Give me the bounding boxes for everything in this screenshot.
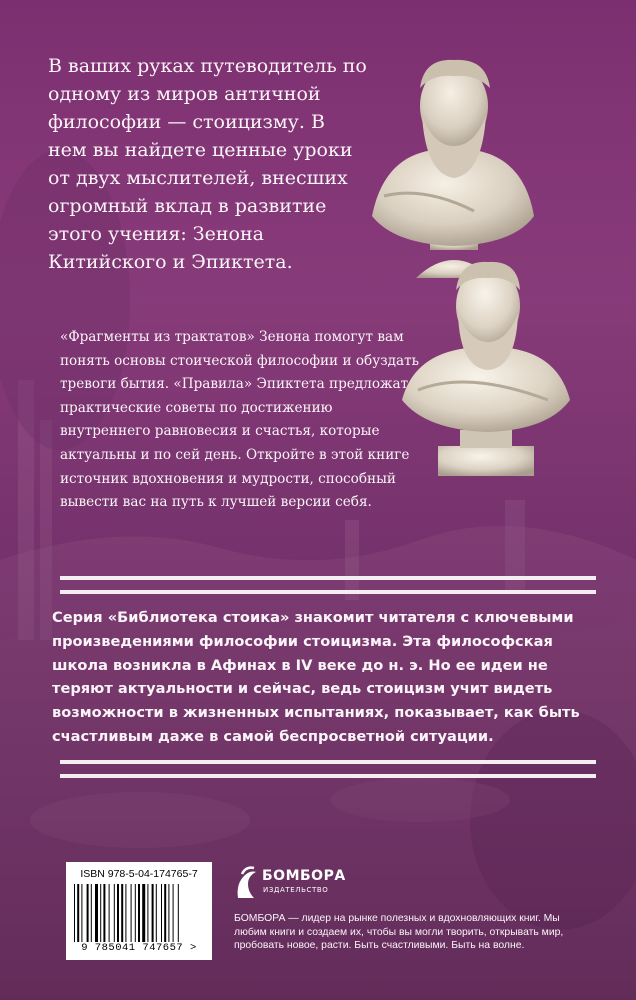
barcode-bar	[77, 884, 79, 942]
divider-line-top	[60, 576, 596, 580]
barcode-bar	[156, 884, 157, 942]
divider-line-top-2	[60, 590, 596, 594]
barcode-bar	[103, 884, 105, 942]
divider-line-bottom	[60, 760, 596, 764]
zeno-bust-illustration	[364, 46, 540, 282]
barcode-bar	[74, 884, 75, 942]
barcode-bar	[164, 884, 166, 942]
barcode-bar	[138, 884, 140, 942]
barcode-bar	[109, 884, 110, 942]
epictetus-bust-illustration	[398, 250, 574, 482]
barcode-bar	[114, 884, 115, 942]
publisher-tagline: БОМБОРА — лидер на рынке полезных и вдохновляющих книг. Мы любим книги и создаем их, чтобы вы могли творить, открывать мир, пробовать новое, расти. Быть счастливыми. Быть на волне.	[234, 913, 564, 952]
intro-paragraph: В ваших руках путеводитель по одному из миров античной философии — стоицизму. В нем вы найдете ценные уроки от двух мыслителей, внесших огромный вклад в развитие этого учения: Зенона Китийского и Эпиктета.	[48, 55, 367, 273]
description-paragraph: «Фрагменты из трактатов» Зенона помогут вам понять основы стоической философии и обуздать тревоги бытия. «Правила» Эпиктета предложат практические советы по достижению внутреннего равновесия и счастья, которые актуальны и по сей день. Откройте в этой книге источник вдохновения и мудрости, способный вывести вас на путь к лучшей версии себя.	[60, 329, 419, 511]
barcode-bars	[74, 884, 204, 942]
publisher-logo	[234, 862, 374, 902]
barcode-bar	[100, 884, 101, 942]
barcode-bar	[135, 884, 136, 942]
isbn-digits: 9 785041 747657 >	[81, 942, 197, 954]
divider-line-bottom-2	[60, 774, 596, 778]
barcode-bar	[147, 884, 148, 942]
barcode-bar	[168, 884, 169, 942]
barcode-bar	[173, 884, 174, 942]
barcode-bar	[87, 884, 89, 942]
barcode-bar	[142, 884, 145, 942]
publisher-name: БОМБОРА	[262, 868, 346, 884]
isbn-label: ISBN 978-5-04-174765-7	[80, 868, 198, 880]
barcode-bar	[91, 884, 92, 942]
publisher-subtitle: ИЗДАТЕЛЬСТВО	[263, 886, 329, 894]
barcode	[66, 862, 212, 960]
barcode-bar	[152, 884, 154, 942]
barcode-bar	[178, 884, 179, 942]
barcode-bar	[131, 884, 132, 942]
barcode-bar	[121, 884, 123, 942]
barcode-bar	[81, 884, 82, 942]
barcode-bar	[125, 884, 126, 942]
barcode-bar	[95, 884, 98, 942]
barcode-bar	[117, 884, 119, 942]
barcode-bar	[161, 884, 162, 942]
wave-logo-icon	[234, 864, 258, 900]
series-description: Серия «Библиотека стоика» знакомит читателя с ключевыми произведениями философии стоицизма. Эта философская школа возникла в Афинах в IV веке до н. э. Но ее идеи не теряют актуальности и сейчас, ведь стоицизм учит видеть возможности в жизненных испытаниях, показывает, как быть счастливым даже в самой беспросветной ситуации.	[52, 609, 580, 745]
